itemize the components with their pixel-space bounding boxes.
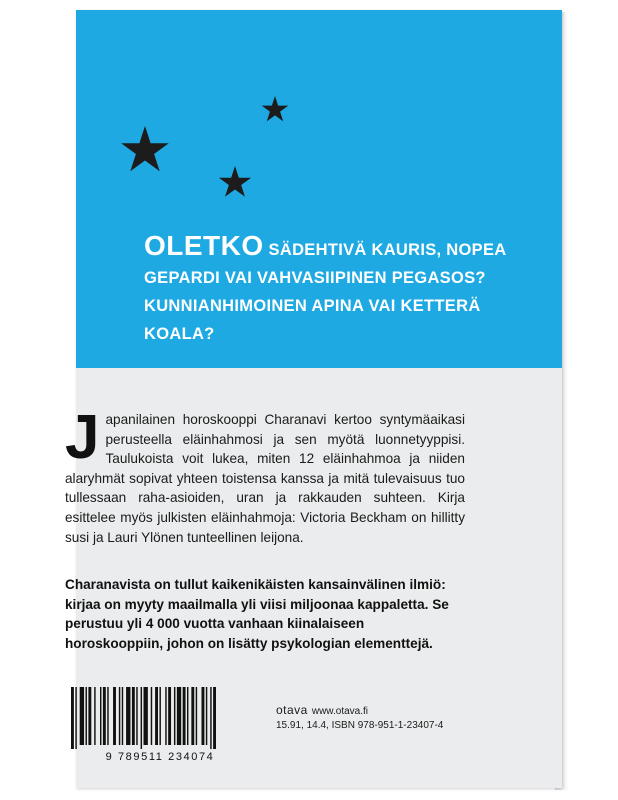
barcode-bars <box>67 687 253 749</box>
barcode-bar <box>113 687 116 745</box>
barcode-bar <box>75 687 76 749</box>
barcode-bar <box>213 687 216 749</box>
barcode-bar <box>136 687 137 745</box>
barcode-bar <box>119 687 120 745</box>
barcode-bar <box>191 687 194 745</box>
book-back-cover <box>76 10 562 788</box>
blue-panel <box>76 10 562 368</box>
classification-isbn: 15.91, 14.4, ISBN 978-951-1-23407-4 <box>276 720 444 731</box>
barcode-bar <box>183 687 186 745</box>
barcode-bar <box>80 687 84 745</box>
publisher-info <box>276 703 443 733</box>
headline-lead: OLETKO <box>144 230 264 261</box>
barcode-bar <box>88 687 91 745</box>
barcode-bar <box>94 687 95 745</box>
barcode-bar <box>187 687 188 745</box>
barcode-bar <box>168 687 171 745</box>
barcode-bar <box>210 687 211 749</box>
description-paragraph-1 <box>65 403 465 547</box>
drop-cap: J <box>65 403 100 472</box>
publisher-logo: otava <box>276 703 308 717</box>
barcode-number: 9 789511 234074 <box>105 751 215 763</box>
barcode-bar <box>141 687 142 749</box>
barcode-bar <box>155 687 158 745</box>
barcode-bar <box>174 687 175 745</box>
barcode-bar <box>202 687 205 745</box>
star-icon <box>219 166 251 197</box>
publisher-url: www.otava.fi <box>311 706 368 717</box>
barcode <box>67 687 253 767</box>
barcode-bar <box>107 687 108 745</box>
barcode-bar <box>151 687 152 745</box>
star-icon <box>121 126 169 171</box>
barcode-bar <box>165 687 166 745</box>
barcode-bar <box>132 687 135 745</box>
paragraph-1-text: apanilainen horoskooppi Charanavi kertoo syntymäaikasi perusteella eläinhahmosi ja sen myötä luonnetyyppisi. Taulukoista voit lukea, miten 12 eläinhahmoa ja niiden alaryhmät sopivat yhteen toistensa kanssa ja mitä tulevaisuus tuo tullessaan raha-asioiden, uran ja rakkauden suhteen. Kirja esittelee myös julkisten eläinhahmoja: Victoria Beckham on hillitty susi ja Lauri Ylönen tunteellinen leijona. <box>65 412 465 545</box>
barcode-bar <box>122 687 123 745</box>
barcode-bar <box>159 687 160 745</box>
description-paragraph-2: Charanavista on tullut kaikenikäisten kansainvälinen ilmiö: kirjaa on myyty maailmalla yli viisi miljoonaa kappaletta. Se perustuu yli 4 000 vuotta vanhaan kiinalaiseen horoskooppiin, johon on lisätty psykologian elementtejä. <box>65 577 449 651</box>
barcode-bar <box>71 687 74 749</box>
barcode-bar <box>206 687 207 745</box>
barcode-bar <box>144 687 148 745</box>
barcode-bar <box>86 687 87 745</box>
barcode-bar <box>103 687 106 745</box>
barcode-bar <box>196 687 197 745</box>
barcode-bar <box>126 687 130 745</box>
headline <box>144 232 544 348</box>
star-icon <box>262 96 289 121</box>
headline-rest: SÄDEHTIVÄ KAURIS, NOPEA GEPARDI VAI VAHVASIIPINEN PEGASOS? KUNNIANHIMOINEN APINA VAI KETTERÄ KOALA? <box>144 241 506 343</box>
barcode-bar <box>177 687 181 745</box>
barcode-bar <box>100 687 101 745</box>
